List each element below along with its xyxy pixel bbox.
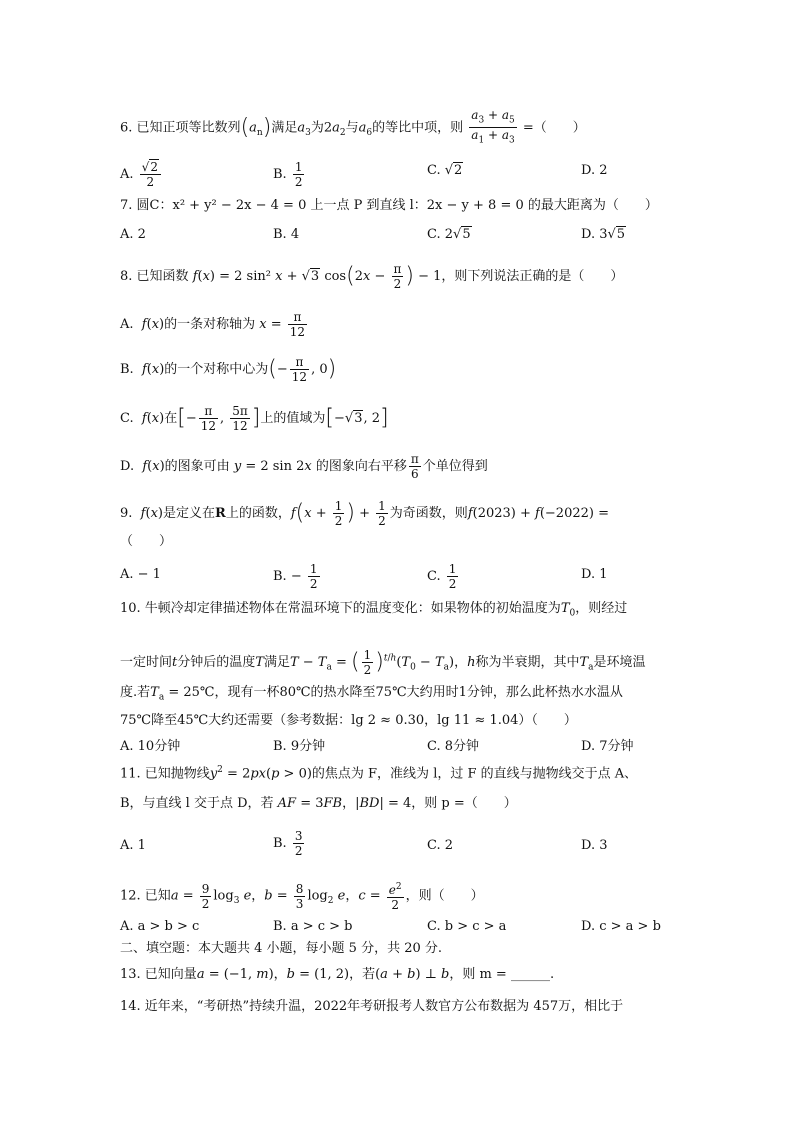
q10-line-4: 75℃降至45℃大约还需要（参考数据：lg 2 ≈ 0.30，lg 11 ≈ 1.04）（ ） (120, 713, 577, 728)
q7-option-d: D. 3√5 (581, 227, 626, 242)
q6-text: 为 (310, 120, 324, 136)
q6-option-c: C. √2 (427, 163, 463, 178)
question-7: 7. 圆C：x² + y² − 2x − 4 = 0 上一点 P 到直线 l：2x − y + 8 = 0 的最大距离为（ ） (120, 198, 658, 213)
q11-option-a: A. 1 (120, 838, 146, 853)
q8-option-c: C. f(x)在[− $\frac{\pi}{12}$ , $\frac{5\pi}{12}$ ]上的值域为[−√3, 2] (120, 404, 389, 433)
q7-option-a: A. 2 (120, 227, 146, 242)
q6-fraction: $\frac{a_3 + a_5}{a_1 + a_3}$ (471, 108, 515, 146)
q6-text: 的等比中项，则 (372, 120, 464, 136)
q6-text: 与 (345, 120, 359, 136)
question-14: 14. 近年来，“考研热”持续升温，2022年考研报考人数官方公布数据为 457万，相比于 (120, 999, 624, 1014)
q11-option-d: D. 3 (581, 838, 608, 853)
q9-option-d: D. 1 (581, 567, 608, 582)
question-10: 10. 牛顿冷却定律描述物体在常温环境下的温度变化：如果物体的初始温度为$T_0$，则经过 (120, 601, 628, 619)
q10-option-c: C. 8分钟 (427, 739, 480, 754)
q8-text: ，则下列说法正确的是（ ） (441, 269, 624, 284)
q12-option-a: A. a > b > c (120, 919, 200, 934)
q6-label: 6. (120, 120, 133, 136)
question-8: 8. 已知函数 f(x) = 2 sin² x + √3 cos(2x − $\frac{\pi}{2}$ ) − 1，则下列说法正确的是（ ） (120, 262, 624, 291)
q12-option-c: C. b > c > a (427, 919, 507, 934)
q11-option-b: B. $\frac{3}{2}$ (273, 829, 303, 858)
q8-option-b: B. f(x)的一个对称中心为(− $\frac{\pi}{12}$ , 0) (120, 355, 337, 384)
q9-option-a: A. − 1 (120, 567, 161, 582)
q9-paren: （ ） (120, 534, 173, 549)
q7-option-b: B. 4 (273, 227, 300, 242)
q10-line-3: 度.若$T_a$ = 25℃，现有一杯80℃的热水降至75℃大约用时1分钟，那么此杯热水水温从 (120, 685, 623, 703)
q8-option-a: A. f(x)的一条对称轴为 x = $\frac{\pi}{12}$ (120, 310, 306, 339)
q10-line-2: 一定时间t分钟后的温度T满足$T - T_a$ = ( $\frac{1}{2}$ )$^{t/h}(T_0 - T_a)$，h称为半衰期，其中$T_a$是环境温 (120, 648, 646, 677)
q10-option-d: D. 7分钟 (581, 739, 634, 754)
question-6: 6. 已知正项等比数列$(a_n)$满足$a_3$为$2a_2$与$a_6$的等比中项，则 $\frac{a_3 + a_5}{a_1 + a_3}$ =（ ） (120, 108, 586, 146)
q8-label: 8. 已知函数 (120, 269, 189, 284)
q6-text: =（ ） (522, 120, 586, 136)
q6-text: 满足 (271, 120, 298, 136)
q6-option-a: A. $\frac{√2}{2}$ (120, 160, 163, 189)
q9-option-c: C. $\frac{1}{2}$ (427, 562, 457, 591)
q10-option-b: B. 9分钟 (273, 739, 326, 754)
q11-line-2: B，与直线 l 交于点 D，若 AF = 3FB，|BD| = 4，则 p =（ ） (120, 796, 517, 811)
q11-option-c: C. 2 (427, 838, 454, 853)
q7-option-c: C. 2√5 (427, 227, 471, 242)
q10-option-a: A. 10分钟 (120, 739, 181, 754)
q6-option-b: B. $\frac{1}{2}$ (273, 160, 303, 189)
q12-option-b: B. a > c > b (273, 919, 353, 934)
q6-option-d: D. 2 (581, 163, 608, 178)
question-11: 11. 已知抛物线$y^2 = 2px(p > 0)$的焦点为 F，准线为 l，过 F 的直线与抛物线交于点 A、 (120, 765, 638, 782)
question-9: 9. f(x)是定义在R上的函数，f(x + $\frac{1}{2}$ ) + $\frac{1}{2}$ 为奇函数，则f(2023) + f(−2022) = (120, 499, 609, 528)
question-13: 13. 已知向量a = (−1, m)，b = (1, 2)，若(a + b) ⊥ b，则 m = ______. (120, 967, 555, 982)
section-heading: 二、填空题：本大题共 4 小题，每小题 5 分，共 20 分. (120, 941, 443, 956)
q8-option-d: D. f(x)的图象可由 y = 2 sin 2x 的图象向右平移 $\frac{\pi}{6}$ 个单位得到 (120, 452, 488, 481)
q12-option-d: D. c > a > b (581, 919, 661, 934)
q6-text: 已知正项等比数列 (136, 120, 241, 136)
q9-option-b: B. − $\frac{1}{2}$ (273, 562, 318, 591)
question-12: 12. 已知a = $\frac{9}{2}$ $\log_3 e$，b = $\frac{8}{3}$ $\log_2 e$，c = $\frac{e^2}{2}$ ，则（ ） (120, 881, 484, 912)
